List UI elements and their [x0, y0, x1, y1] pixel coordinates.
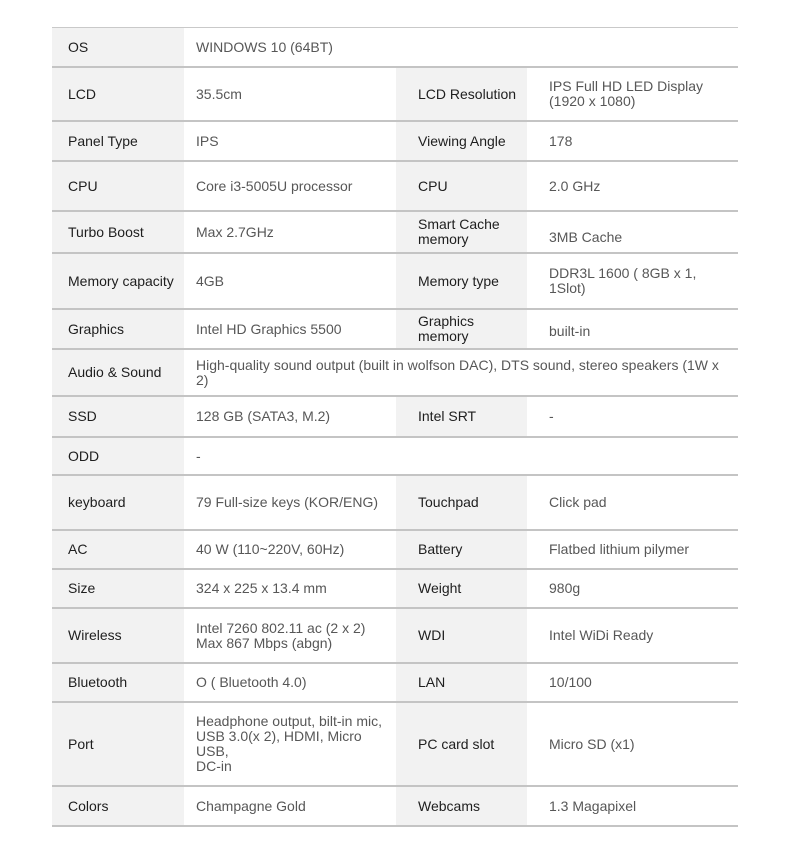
- spec-value-webcams: 1.3 Magapixel: [527, 786, 738, 826]
- spec-value-smart-cache: 3MB Cache: [527, 211, 738, 253]
- spec-value-wireless: Intel 7260 802.11 ac (2 x 2) Max 867 Mbps (abgn): [184, 608, 396, 663]
- spec-label-ssd: SSD: [52, 396, 184, 437]
- spec-label-cpu: CPU: [52, 161, 184, 211]
- spec-row-audio: [52, 349, 738, 396]
- spec-label-wdi: WDI: [396, 608, 527, 663]
- spec-label-audio: Audio & Sound: [52, 349, 184, 396]
- spec-value-memory-type: DDR3L 1600 ( 8GB x 1, 1Slot): [527, 253, 738, 309]
- spec-value-size: 324 x 225 x 13.4 mm: [184, 569, 396, 608]
- spec-label-turbo-boost: Turbo Boost: [52, 211, 184, 253]
- spec-value-cpu-speed: 2.0 GHz: [527, 161, 738, 211]
- spec-value-lan: 10/100: [527, 663, 738, 702]
- spec-label-pc-card-slot: PC card slot: [396, 702, 527, 786]
- spec-label-cpu-speed: CPU: [396, 161, 527, 211]
- spec-label-size: Size: [52, 569, 184, 608]
- spec-label-smart-cache: Smart Cache memory: [396, 211, 527, 253]
- spec-value-audio: High-quality sound output (built in wolfson DAC), DTS sound, stereo speakers (1W x 2): [184, 349, 738, 396]
- spec-row-size: [52, 569, 738, 608]
- spec-value-ac: 40 W (110~220V, 60Hz): [184, 530, 396, 569]
- spec-row-odd: [52, 437, 738, 475]
- spec-value-bluetooth: O ( Bluetooth 4.0): [184, 663, 396, 702]
- spec-row-lcd: [52, 67, 738, 121]
- spec-label-lcd-resolution: LCD Resolution: [396, 67, 527, 121]
- spec-label-graphics: Graphics: [52, 309, 184, 349]
- spec-label-ac: AC: [52, 530, 184, 569]
- spec-row-keyboard: [52, 475, 738, 530]
- spec-label-panel-type: Panel Type: [52, 121, 184, 161]
- spec-value-intel-srt: -: [527, 396, 738, 437]
- spec-row-panel-type: [52, 121, 738, 161]
- spec-value-touchpad: Click pad: [527, 475, 738, 530]
- spec-label-touchpad: Touchpad: [396, 475, 527, 530]
- spec-label-graphics-memory: Graphics memory: [396, 309, 527, 349]
- spec-value-cpu: Core i3-5005U processor: [184, 161, 396, 211]
- spec-label-memory-type: Memory type: [396, 253, 527, 309]
- spec-label-colors: Colors: [52, 786, 184, 826]
- spec-label-lan: LAN: [396, 663, 527, 702]
- spec-label-viewing-angle: Viewing Angle: [396, 121, 527, 161]
- spec-label-webcams: Webcams: [396, 786, 527, 826]
- spec-row-colors: [52, 786, 738, 826]
- spec-row-cpu: [52, 161, 738, 211]
- spec-value-port: Headphone output, bilt-in mic, USB 3.0(x 2), HDMI, Micro USB, DC-in: [184, 702, 396, 786]
- spec-value-panel-type: IPS: [184, 121, 396, 161]
- spec-row-ac: [52, 530, 738, 569]
- spec-row-memory: [52, 253, 738, 309]
- spec-label-memory-capacity: Memory capacity: [52, 253, 184, 309]
- spec-row-wireless: [52, 608, 738, 663]
- spec-value-pc-card-slot: Micro SD (x1): [527, 702, 738, 786]
- spec-value-os: WINDOWS 10 (64BT): [184, 28, 738, 67]
- spec-row-turbo-boost: [52, 211, 738, 253]
- spec-value-ssd: 128 GB (SATA3, M.2): [184, 396, 396, 437]
- spec-value-graphics: Intel HD Graphics 5500: [184, 309, 396, 349]
- spec-value-battery: Flatbed lithium pilymer: [527, 530, 738, 569]
- spec-label-port: Port: [52, 702, 184, 786]
- spec-label-wireless: Wireless: [52, 608, 184, 663]
- spec-row-os: [52, 28, 738, 67]
- spec-label-bluetooth: Bluetooth: [52, 663, 184, 702]
- spec-value-turbo-boost: Max 2.7GHz: [184, 211, 396, 253]
- spec-value-lcd-resolution: IPS Full HD LED Display (1920 x 1080): [527, 67, 738, 121]
- spec-value-keyboard: 79 Full-size keys (KOR/ENG): [184, 475, 396, 530]
- spec-label-keyboard: keyboard: [52, 475, 184, 530]
- spec-row-port: [52, 702, 738, 786]
- spec-value-wdi: Intel WiDi Ready: [527, 608, 738, 663]
- spec-row-graphics: [52, 309, 738, 349]
- spec-value-weight: 980g: [527, 569, 738, 608]
- spec-value-lcd: 35.5cm: [184, 67, 396, 121]
- spec-value-colors: Champagne Gold: [184, 786, 396, 826]
- spec-table: [52, 28, 738, 827]
- spec-value-viewing-angle: 178: [527, 121, 738, 161]
- spec-label-intel-srt: Intel SRT: [396, 396, 527, 437]
- spec-label-odd: ODD: [52, 437, 184, 475]
- spec-label-lcd: LCD: [52, 67, 184, 121]
- spec-value-graphics-memory: built-in: [527, 309, 738, 349]
- spec-value-memory-capacity: 4GB: [184, 253, 396, 309]
- spec-label-weight: Weight: [396, 569, 527, 608]
- spec-row-bluetooth: [52, 663, 738, 702]
- spec-value-odd: -: [184, 437, 738, 475]
- spec-label-os: OS: [52, 28, 184, 67]
- spec-label-battery: Battery: [396, 530, 527, 569]
- spec-row-ssd: [52, 396, 738, 437]
